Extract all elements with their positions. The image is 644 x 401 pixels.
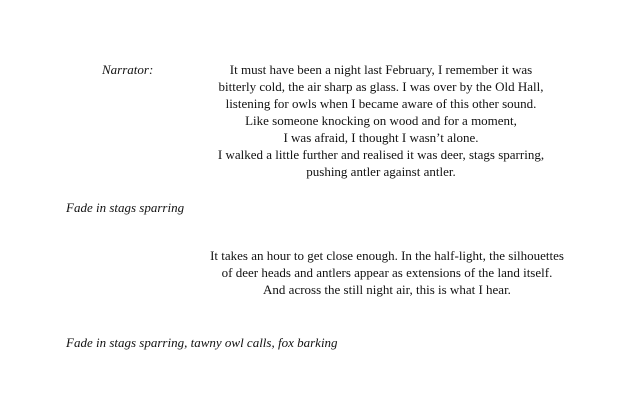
narration-line: pushing antler against antler. xyxy=(306,164,456,179)
narration-line: bitterly cold, the air sharp as glass. I was over by the Old Hall, xyxy=(218,79,544,94)
narration-line: I was afraid, I thought I wasn’t alone. xyxy=(283,130,479,145)
narration-line: I walked a little further and realised it was deer, stags sparring, xyxy=(217,147,545,162)
narration-block-2 xyxy=(195,247,579,298)
stage-direction-1: Fade in stags sparring xyxy=(66,200,185,215)
narration-line: of deer heads and antlers appear as extensions of the land itself. xyxy=(221,265,553,280)
narration-line: listening for owls when I became aware of this other sound. xyxy=(225,96,537,111)
narration-block-1 xyxy=(205,61,557,180)
stage-direction-2: Fade in stags sparring, tawny owl calls, fox barking xyxy=(66,335,338,350)
speaker-label: Narrator: xyxy=(102,62,154,77)
narration-line: It takes an hour to get close enough. In the half-light, the silhouettes xyxy=(210,248,564,263)
narration-line: It must have been a night last February, I remember it was xyxy=(229,62,533,77)
narration-line: And across the still night air, this is what I hear. xyxy=(263,282,511,297)
narration-line: Like someone knocking on wood and for a moment, xyxy=(245,113,517,128)
